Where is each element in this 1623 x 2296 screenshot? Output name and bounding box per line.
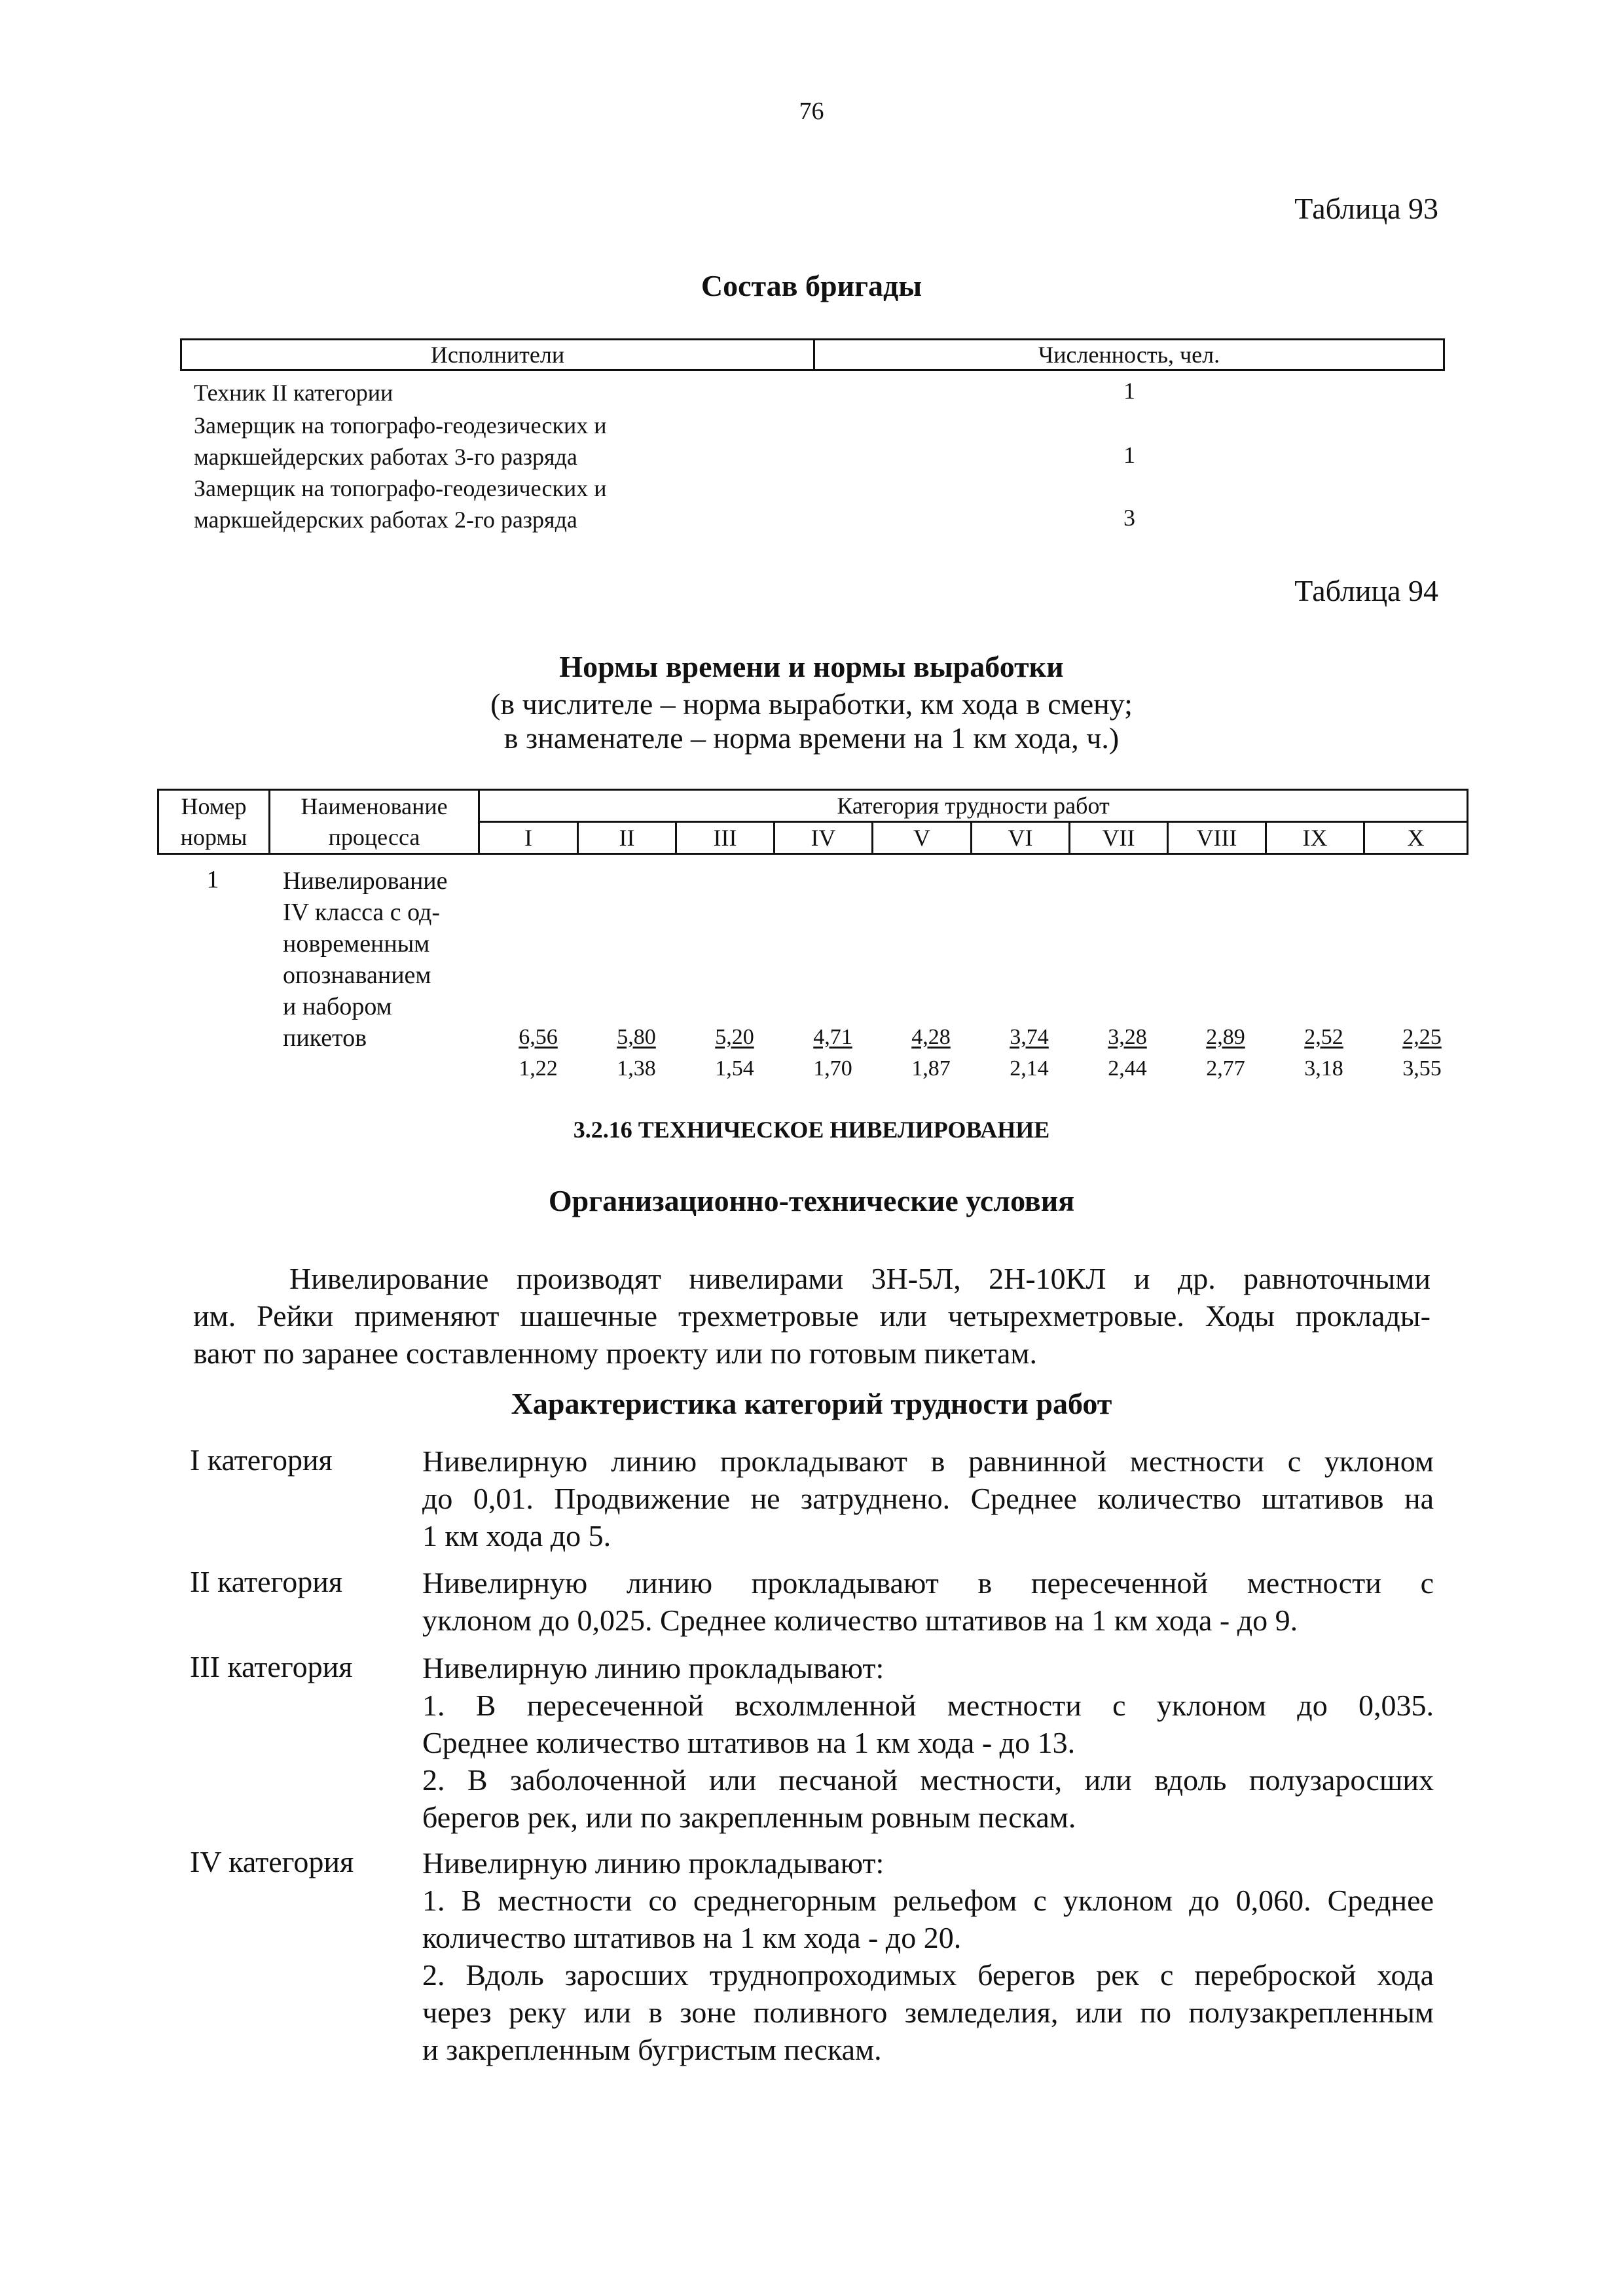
category-col: VII — [1070, 822, 1168, 854]
page-number: 76 — [799, 98, 824, 125]
norm-fraction — [1386, 1022, 1458, 1085]
norm-denominator: 1,54 — [715, 1056, 754, 1081]
category-col: III — [676, 822, 775, 854]
category-description — [422, 1443, 1434, 1554]
row-count: 1 — [1123, 378, 1135, 404]
norm-numerator: 3,74 — [1010, 1025, 1049, 1049]
norm-numerator: 5,20 — [715, 1025, 754, 1049]
conditions-title: Организационно-технические условия — [548, 1184, 1075, 1217]
row-count: 1 — [1123, 442, 1135, 468]
row-performer-line: маркшейдерских работах 3-го разряда — [194, 444, 577, 470]
row-performer-line: Техник II категории — [194, 380, 393, 406]
norm-numerator: 6,56 — [519, 1025, 558, 1049]
category-label: III категория — [190, 1650, 353, 1683]
table-94-label: Таблица 94 — [1294, 574, 1438, 607]
norm-denominator: 3,55 — [1402, 1056, 1442, 1081]
category-col: I — [479, 822, 578, 854]
header-name-bottom: процесса — [270, 822, 479, 854]
category-col: II — [578, 822, 676, 854]
category-col: V — [873, 822, 972, 854]
norm-fraction — [1190, 1022, 1262, 1085]
category-label: II категория — [190, 1565, 343, 1598]
process-name-line: IV класса с од- — [283, 899, 441, 926]
category-line: Нивелирную линию прокладывают в пересеченной местности с — [422, 1566, 1434, 1600]
category-line: до 0,01. Продвижение не затруднено. Среднее количество штативов на — [422, 1482, 1434, 1515]
category-description — [422, 1564, 1434, 1639]
process-name-line: Нивелирование — [283, 867, 448, 895]
table-row — [194, 473, 607, 535]
row-count: 3 — [1123, 505, 1135, 531]
category-col: VI — [972, 822, 1070, 854]
process-name-line: и набором — [283, 993, 392, 1020]
process-name-line: пикетов — [283, 1024, 367, 1052]
category-label: I категория — [190, 1443, 333, 1477]
category-line: Нивелирную линию прокладывают: — [422, 1651, 884, 1685]
table-94-title: Нормы времени и нормы выработки — [559, 650, 1064, 683]
category-line: 1. В местности со среднегорным рельефом с уклоном до 0,060. Среднее — [422, 1884, 1434, 1917]
category-col: VIII — [1168, 822, 1266, 854]
category-line: и закрепленным бугристым пескам. — [422, 2033, 882, 2066]
norm-denominator: 3,18 — [1304, 1056, 1343, 1081]
table-row — [194, 377, 393, 408]
category-label: IV категория — [190, 1845, 354, 1878]
norm-denominator: 2,77 — [1206, 1056, 1245, 1081]
category-description — [422, 1844, 1434, 2068]
norm-numerator: 4,28 — [911, 1025, 951, 1049]
row-performer-line: маркшейдерских работах 2-го разряда — [194, 507, 577, 533]
category-line: количество штативов на 1 км хода - до 20. — [422, 1921, 962, 1954]
norm-denominator: 1,38 — [617, 1056, 656, 1081]
category-line: 1. В пересеченной всхолмленной местности с уклоном до 0,035. — [422, 1689, 1434, 1722]
categories-title: Характеристика категорий трудности работ — [511, 1387, 1112, 1420]
norm-numerator: 2,89 — [1206, 1025, 1245, 1049]
category-line: 2. В заболоченной или песчаной местности, или вдоль полузаросших — [422, 1763, 1434, 1797]
header-name-top: Наименование — [270, 790, 479, 822]
norm-fraction — [797, 1022, 869, 1085]
category-col: IV — [775, 822, 873, 854]
category-line: Нивелирную линию прокладывают: — [422, 1846, 884, 1880]
norm-denominator: 1,87 — [911, 1056, 951, 1081]
conditions-paragraph — [193, 1260, 1431, 1372]
table-row — [194, 410, 607, 473]
norm-denominator: 1,22 — [519, 1056, 558, 1081]
table-94-header — [157, 789, 1468, 855]
norm-numerator: 5,80 — [617, 1025, 656, 1049]
category-line: 2. Вдоль заросших труднопроходимых берегов рек с переброской хода — [422, 1958, 1434, 1992]
category-description — [422, 1649, 1434, 1836]
norm-fraction — [1288, 1022, 1360, 1085]
header-number-top: Номер — [158, 790, 270, 822]
section-heading: 3.2.16 ТЕХНИЧЕСКОЕ НИВЕЛИРОВАНИЕ — [573, 1117, 1050, 1143]
norm-numerator: 4,71 — [813, 1025, 852, 1049]
norm-denominator: 1,70 — [813, 1056, 852, 1081]
norm-fraction — [502, 1022, 574, 1085]
norm-number: 1 — [206, 866, 219, 893]
table-94-subtitle — [0, 687, 1623, 755]
category-line: Среднее количество штативов на 1 км хода - до 13. — [422, 1726, 1076, 1759]
category-line: берегов рек, или по закрепленным ровным пескам. — [422, 1801, 1076, 1834]
process-name-line: новременным — [283, 930, 430, 958]
norm-fraction — [1091, 1022, 1163, 1085]
paragraph-line: им. Рейки применяют шашечные трехметровые или четырехметровые. Ходы проклады- — [193, 1299, 1431, 1333]
subtitle-line: (в числителе – норма выработки, км хода в смену; — [490, 687, 1133, 721]
header-performers: Исполнители — [182, 340, 815, 369]
norm-numerator: 2,52 — [1304, 1025, 1343, 1049]
table-93-label: Таблица 93 — [1294, 192, 1438, 225]
table-93-title: Состав бригады — [701, 269, 922, 302]
category-line: через реку или в зоне поливного земледелия, или по полузакрепленным — [422, 1996, 1434, 2029]
category-line: 1 км хода до 5. — [422, 1519, 611, 1552]
norm-denominator: 2,44 — [1108, 1056, 1147, 1081]
category-col: IX — [1266, 822, 1364, 854]
norm-fraction — [993, 1022, 1065, 1085]
table-93-header — [180, 338, 1445, 371]
process-name-line: опознаванием — [283, 961, 431, 989]
category-col: X — [1364, 822, 1468, 854]
paragraph-line: вают по заранее составленному проекту или по готовым пикетам. — [193, 1336, 1038, 1370]
norm-numerator: 2,25 — [1402, 1025, 1442, 1049]
category-line: Нивелирную линию прокладывают в равнинной местности с уклоном — [422, 1444, 1434, 1478]
norm-denominator: 2,14 — [1010, 1056, 1049, 1081]
norm-fraction — [600, 1022, 672, 1085]
category-line: уклоном до 0,025. Среднее количество штативов на 1 км хода - до 9. — [422, 1604, 1298, 1637]
row-performer-line: Замерщик на топографо-геодезических и — [194, 475, 607, 501]
subtitle-line: в знаменателе – норма времени на 1 км хода, ч.) — [503, 721, 1120, 755]
header-number-bottom: нормы — [158, 822, 270, 854]
norm-fraction — [895, 1022, 967, 1085]
paragraph-line: Нивелирование производят нивелирами 3Н-5Л, 2Н-10КЛ и др. равноточными — [289, 1262, 1431, 1295]
header-category: Категория трудности работ — [479, 790, 1468, 822]
row-performer-line: Замерщик на топографо-геодезических и — [194, 412, 607, 439]
process-name — [283, 865, 448, 1054]
header-count: Численность, чел. — [1038, 342, 1220, 368]
norm-fraction — [699, 1022, 771, 1085]
norm-numerator: 3,28 — [1108, 1025, 1147, 1049]
